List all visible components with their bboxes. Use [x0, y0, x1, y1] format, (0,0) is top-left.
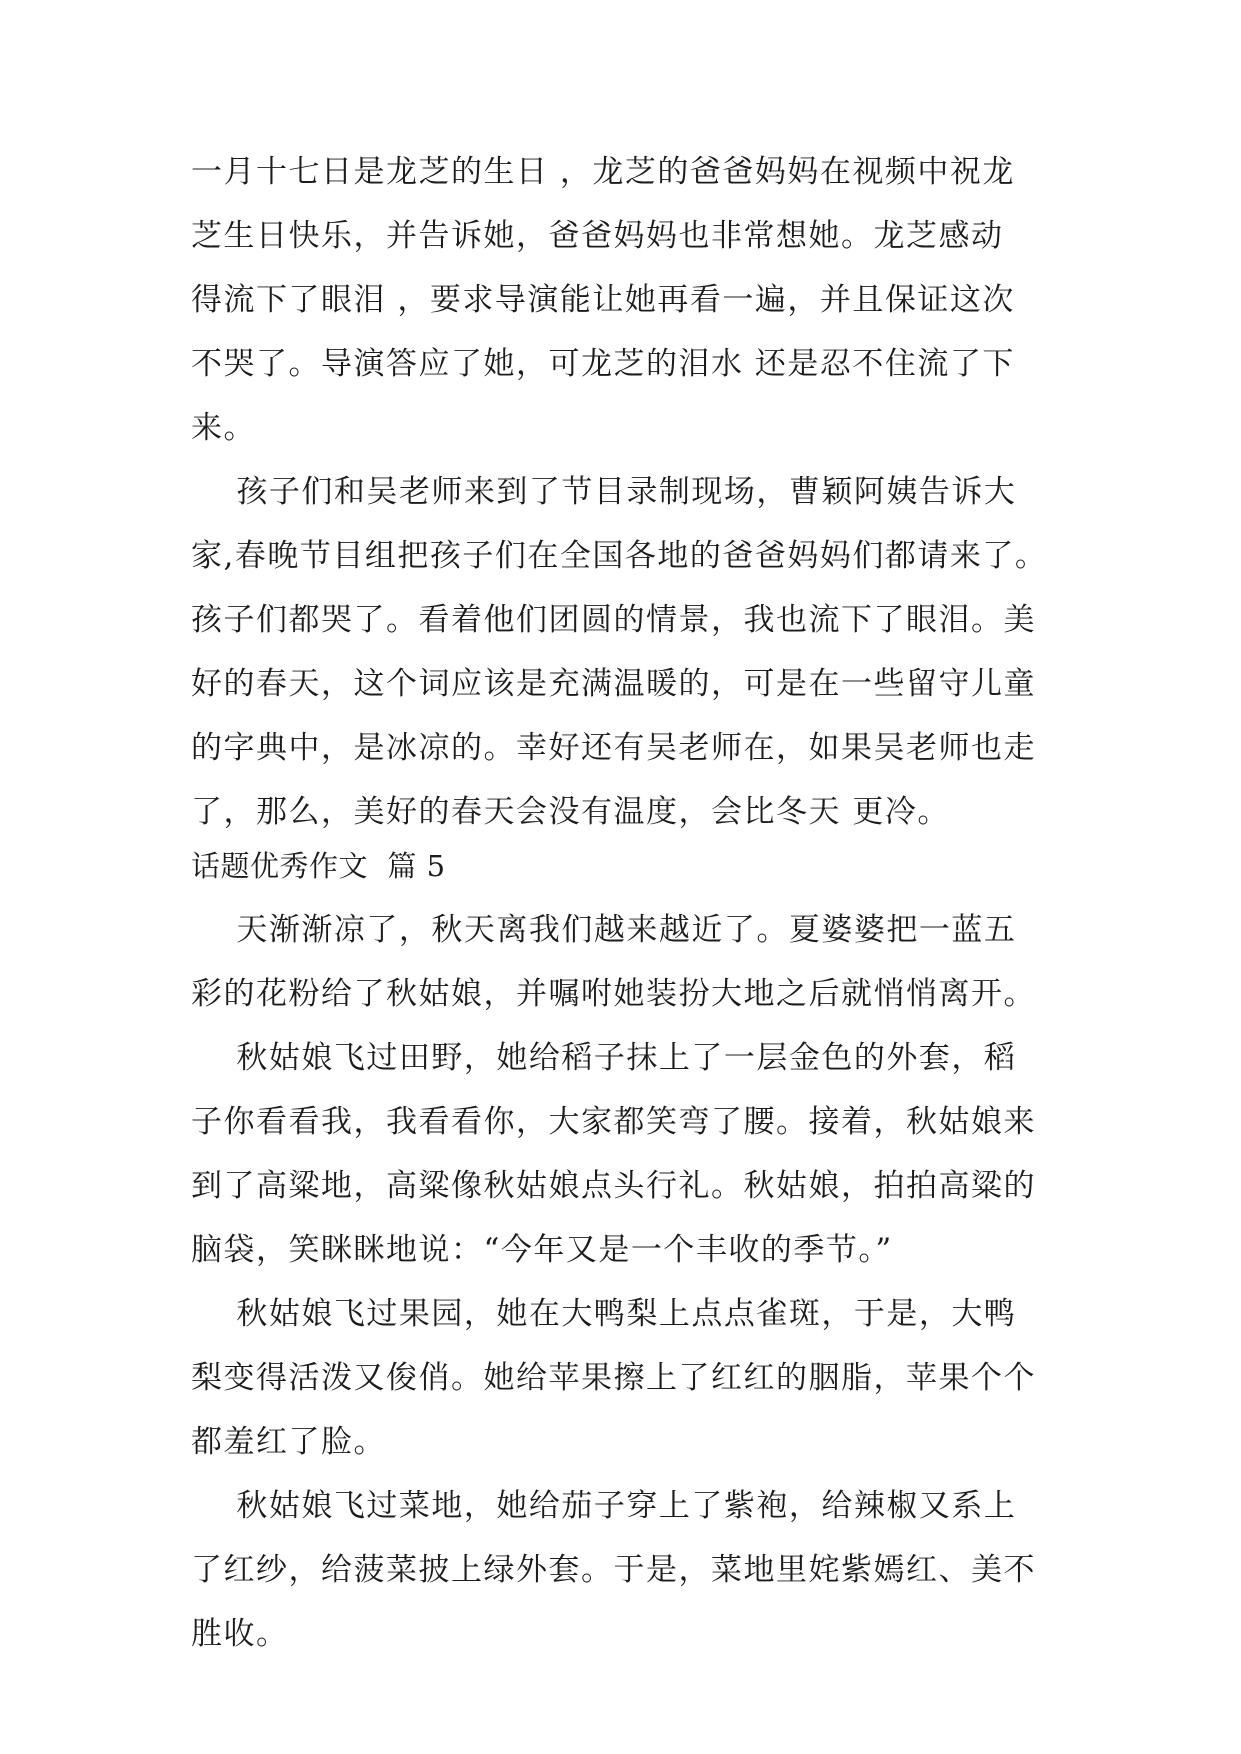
paragraph-line: 一月十七日是龙芝的生日 ，龙芝的爸爸妈妈在视频中祝龙 — [191, 154, 1015, 190]
paragraph-line: 到了高粱地，高粱像秋姑娘点头行礼。秋姑娘，拍拍高粱的 — [191, 1168, 1036, 1204]
section-heading: 话题优秀作文 篇 5 — [191, 849, 446, 883]
paragraph-line: 芝生日快乐，并告诉她，爸爸妈妈也非常想她。龙芝感动 — [191, 218, 1004, 254]
paragraph-line: 秋姑娘飞过果园，她在大鸭梨上点点雀斑，于是，大鸭 — [191, 1296, 1017, 1332]
paragraph-line: 彩的花粉给了秋姑娘，并嘱咐她装扮大地之后就悄悄离开。 — [191, 976, 1036, 1012]
paragraph-line: 家,春晚节目组把孩子们在全国各地的爸爸妈妈们都请来了。 — [191, 538, 1048, 574]
paragraph-line: 孩子们和吴老师来到了节目录制现场，曹颖阿姨告诉大 — [191, 474, 1017, 510]
paragraph-line: 子你看看我，我看看你，大家都笑弯了腰。接着，秋姑娘来 — [191, 1104, 1036, 1140]
paragraph-line: 秋姑娘飞过田野，她给稻子抹上了一层金色的外套，稻 — [191, 1040, 1017, 1076]
paragraph-line: 来。 — [191, 410, 256, 446]
paragraph-line: 了，那么，美好的春天会没有温度，会比冬天 更冷。 — [191, 794, 950, 830]
paragraph-line: 的字典中，是冰凉的。幸好还有吴老师在，如果吴老师也走 — [191, 730, 1036, 766]
paragraph-line: 脑袋，笑眯眯地说：“今年又是一个丰收的季节。” — [191, 1232, 893, 1268]
paragraph-line: 不哭了。导演答应了她，可龙芝的泪水 还是忍不住流了下 — [191, 346, 1015, 382]
paragraph-line: 都羞红了脸。 — [191, 1424, 386, 1460]
paragraph-line: 得流下了眼泪 ，要求导演能让她再看一遍，并且保证这次 — [191, 282, 1015, 318]
paragraph-line: 好的春天，这个词应该是充满温暖的，可是在一些留守儿童 — [191, 666, 1036, 702]
paragraph-line: 天渐渐凉了，秋天离我们越来越近了。夏婆婆把一蓝五 — [191, 912, 1017, 948]
paragraph-line: 胜收。 — [191, 1616, 289, 1652]
paragraph-line: 秋姑娘飞过菜地，她给茄子穿上了紫袍，给辣椒又系上 — [191, 1488, 1017, 1524]
paragraph-line: 了红纱，给菠菜披上绿外套。于是，菜地里姹紫嫣红、美不 — [191, 1552, 1036, 1588]
paragraph-line: 梨变得活泼又俊俏。她给苹果擦上了红红的胭脂，苹果个个 — [191, 1360, 1036, 1396]
paragraph-line: 孩子们都哭了。看着他们团圆的情景，我也流下了眼泪。美 — [191, 602, 1036, 638]
